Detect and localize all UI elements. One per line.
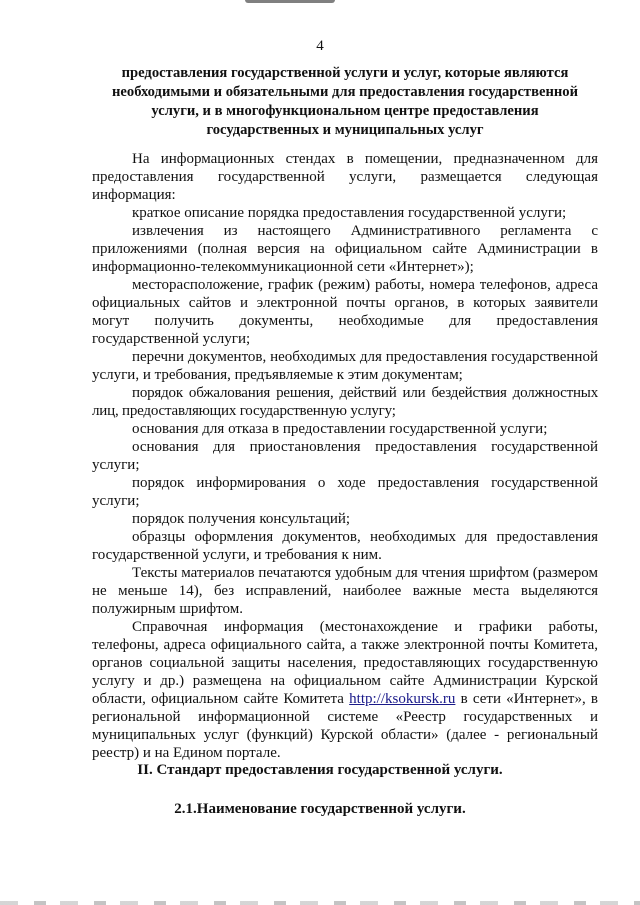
scan-artifact-top: [245, 0, 335, 3]
page-number: 4: [316, 38, 324, 54]
heading-line: государственных и муниципальных услуг: [206, 122, 484, 138]
paragraph: На информационных стендах в помещении, предназначенном для предоставления государственной услуги, размещается следующая информация:: [92, 151, 598, 203]
document-body: [92, 150, 598, 762]
paragraph-reference-info: [92, 618, 598, 762]
section-title: II. Стандарт предоставления государственной услуги.: [137, 762, 503, 778]
text-run: в сети «Интернет», в региональной информационной системе «Реестр государственных и муниципальных услуг (функций) Курской области» (далее - региональный реестр) и на Едином портале.: [92, 691, 598, 761]
list-item: извлечения из настоящего Административного регламента с приложениями (полная версия на официальном сайте Администрации в информационно-телекоммуникационной сети «Интернет»);: [92, 223, 598, 275]
list-item: порядок информирования о ходе предоставления государственной услуги;: [92, 475, 598, 509]
list-item: месторасположение, график (режим) работы, номера телефонов, адреса официальных сайтов и электронной почты органов, в которых заявители могут получить документы, необходимые для предоставления государственной услуги;: [92, 277, 598, 347]
scan-artifact-bottom: [0, 901, 640, 905]
list-item: порядок получения консультаций;: [132, 511, 351, 527]
heading-line: услуги, и в многофункциональном центре предоставления: [151, 103, 539, 119]
list-item: порядок обжалования решения, действий или бездействия должностных лиц, предоставляющих государственную услугу;: [92, 385, 598, 419]
heading-line: предоставления государственной услуги и услуг, которые являются: [121, 65, 569, 81]
text-run: Справочная информация (местонахождение и графики работы, телефоны, адреса официального сайта, а также электронной почты Комитета, органов социальной защиты населения, предоставляющих государственную услугу и др.) размещена на официальном сайте Администрации Курской области, официальном сайте Комитета: [92, 619, 598, 707]
subsection-title: 2.1.Наименование государственной услуги.: [174, 801, 466, 817]
paragraph: Тексты материалов печатаются удобным для чтения шрифтом (размером не меньше 14), без исправлений, наиболее важные места выделяются полужирным шрифтом.: [92, 565, 598, 617]
list-item: основания для приостановления предоставления государственной услуги;: [92, 439, 598, 473]
list-item: перечни документов, необходимых для предоставления государственной услуги, и требования, предъявляемые к этим документам;: [92, 349, 598, 383]
heading-line: необходимыми и обязательными для предоставления государственной: [112, 84, 578, 100]
list-item: образцы оформления документов, необходимых для предоставления государственной услуги, и требования к ним.: [92, 529, 598, 563]
section-heading: [100, 64, 590, 140]
list-item: краткое описание порядка предоставления государственной услуги;: [132, 205, 567, 221]
list-item: основания для отказа в предоставлении государственной услуги;: [132, 421, 548, 437]
committee-site-link[interactable]: http://ksokursk.ru: [349, 691, 456, 707]
